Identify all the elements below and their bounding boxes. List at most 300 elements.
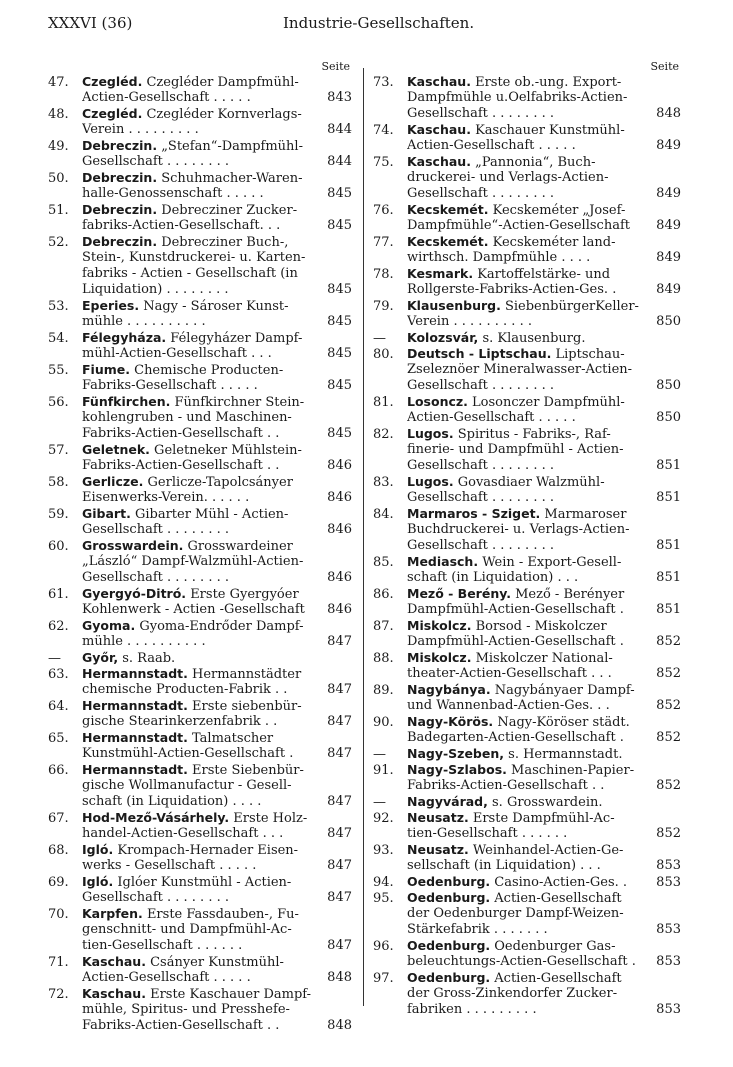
entry-text: beleuchtungs-Actien-Gesellschaft . <box>407 954 636 969</box>
entry-page: 846 <box>327 490 352 505</box>
entry-place: Debreczin. <box>82 234 158 249</box>
entry-text: Gesellschaft . . . . . . . . <box>407 106 554 121</box>
entry-page: 851 <box>656 490 681 505</box>
entry-page: 845 <box>327 186 352 201</box>
entry-text: Grosswardein. Grosswardeiner <box>82 538 293 554</box>
entry-text: Dampfmühle“-Actien-Gesellschaft <box>407 218 630 233</box>
entry-text: Gesellschaft . . . . . . . . <box>407 186 554 201</box>
entry-text: Dampfmühl-Actien-Gesellschaft . <box>407 634 624 649</box>
index-entry <box>373 842 681 874</box>
index-entry <box>373 874 681 890</box>
entry-number: 96. <box>373 939 394 954</box>
entry-number: 68. <box>48 843 69 858</box>
entry-line <box>373 954 681 970</box>
entry-page: 850 <box>656 378 681 393</box>
entry-place: Mező - Berény. <box>407 586 511 601</box>
entry-place: Miskolcz. <box>407 650 472 665</box>
entry-text: Karpfen. Erste Fassdauben-, Fu- <box>82 906 299 922</box>
entry-line <box>48 218 352 234</box>
index-entry <box>373 330 681 346</box>
entry-place: Igló. <box>82 842 114 857</box>
index-entry <box>48 810 352 842</box>
entry-line <box>48 506 352 522</box>
entry-line <box>373 426 681 442</box>
entry-line <box>48 202 352 218</box>
entry-line <box>373 90 681 106</box>
entry-text: Nagy-Körös. Nagy-Köröser städt. <box>407 714 630 730</box>
entry-line <box>48 810 352 826</box>
entry-place: Kaschau. <box>407 154 471 169</box>
entry-text: Kolozsvár, s. Klausenburg. <box>407 330 586 346</box>
entry-line <box>373 154 681 170</box>
entry-number: 75. <box>373 155 394 170</box>
entry-text: sellschaft (in Liquidation) . . . <box>407 858 601 873</box>
entry-line <box>48 682 352 698</box>
entry-line <box>48 730 352 746</box>
entry-line <box>48 1002 352 1018</box>
entry-place: Nagy-Szeben, <box>407 746 505 761</box>
entry-line <box>48 330 352 346</box>
entry-line <box>48 746 352 762</box>
entry-line <box>48 1018 352 1034</box>
entry-line <box>48 378 352 394</box>
entry-line <box>373 842 681 858</box>
entry-line <box>373 938 681 954</box>
entry-page: 847 <box>327 858 352 873</box>
entry-number: 90. <box>373 715 394 730</box>
entry-line <box>48 458 352 474</box>
entry-text: Fabriks-Gesellschaft . . . . . <box>82 378 258 393</box>
entry-text: genschnitt- und Dampfmühl-Ac- <box>82 922 292 937</box>
index-entry <box>373 890 681 938</box>
entry-text: Gesellschaft . . . . . . . . <box>407 538 554 553</box>
right-entry-list <box>373 74 681 1018</box>
index-entry <box>48 762 352 810</box>
index-entry <box>373 234 681 266</box>
entry-line <box>48 778 352 794</box>
entry-text: Kaschau. „Pannonia“, Buch- <box>407 154 596 170</box>
index-entry <box>373 714 681 746</box>
index-entry <box>48 74 352 106</box>
entry-line <box>373 218 681 234</box>
entry-place: Fünfkirchen. <box>82 394 171 409</box>
entry-text: und Wannenbad-Actien-Ges. . . <box>407 698 610 713</box>
entry-place: Neusatz. <box>407 842 469 857</box>
entry-page: 853 <box>656 954 681 969</box>
entry-number: 79. <box>373 299 394 314</box>
entry-text: Gesellschaft . . . . . . . . <box>82 570 229 585</box>
entry-page: 849 <box>656 186 681 201</box>
entry-line <box>373 122 681 138</box>
entry-line <box>48 874 352 890</box>
entry-place: Oedenburg. <box>407 874 491 889</box>
entry-text: Miskolcz. Borsod - Miskolczer <box>407 618 607 634</box>
entry-place: Czegléd. <box>82 74 143 89</box>
entry-place: Kolozsvár, <box>407 330 479 345</box>
entry-line <box>48 986 352 1002</box>
entry-line <box>48 474 352 490</box>
entry-number: 78. <box>373 267 394 282</box>
entry-line <box>373 746 681 762</box>
entry-number: 67. <box>48 811 69 826</box>
index-entry <box>48 538 352 586</box>
entry-line <box>373 410 681 426</box>
entry-page: 851 <box>656 602 681 617</box>
entry-text: Gesellschaft . . . . . . . . <box>407 490 554 505</box>
entry-page: 847 <box>327 714 352 729</box>
entry-number: 55. <box>48 363 69 378</box>
entry-number: 97. <box>373 971 394 986</box>
entry-line <box>373 810 681 826</box>
seite-label: Seite <box>321 60 350 73</box>
entry-number: 63. <box>48 667 69 682</box>
entry-text: Gesellschaft . . . . . . . . <box>82 890 229 905</box>
entry-page: 843 <box>327 90 352 105</box>
entry-text: Buchdruckerei- u. Verlags-Actien- <box>407 522 630 537</box>
entry-number: — <box>373 795 386 810</box>
entry-line <box>373 266 681 282</box>
entry-line <box>373 698 681 714</box>
entry-text: fabriks-Actien-Gesellschaft. . . <box>82 218 281 233</box>
entry-place: Neusatz. <box>407 810 469 825</box>
entry-line <box>373 778 681 794</box>
entry-line <box>48 362 352 378</box>
entry-place: Oedenburg. <box>407 938 491 953</box>
entry-line <box>373 762 681 778</box>
entry-place: Kaschau. <box>407 122 471 137</box>
entry-place: Kecskemét. <box>407 202 489 217</box>
page-title: Industrie-Gesellschaften. <box>283 14 475 32</box>
entry-line <box>48 698 352 714</box>
entry-line <box>373 458 681 474</box>
entry-text: Neusatz. Erste Dampfmühl-Ac- <box>407 810 615 826</box>
entry-place: Győr, <box>82 650 119 665</box>
entry-number: 70. <box>48 907 69 922</box>
entry-line <box>48 106 352 122</box>
entry-text: Igló. Krompach-Hernader Eisen- <box>82 842 299 858</box>
entry-text: Miskolcz. Miskolczer National- <box>407 650 613 666</box>
entry-place: Nagybánya. <box>407 682 491 697</box>
entry-line <box>48 410 352 426</box>
entry-number: 61. <box>48 587 69 602</box>
entry-line <box>48 666 352 682</box>
entry-page: 852 <box>656 730 681 745</box>
entry-number: 85. <box>373 555 394 570</box>
entry-line <box>373 730 681 746</box>
entry-place: Gyoma. <box>82 618 136 633</box>
index-entry <box>48 474 352 506</box>
entry-text: chemische Producten-Fabrik . . <box>82 682 288 697</box>
entry-number: 83. <box>373 475 394 490</box>
entry-line <box>48 138 352 154</box>
entry-text: Zseleznöer Mineralwasser-Actien- <box>407 362 633 377</box>
entry-text: Geletnek. Geletneker Mühlstein- <box>82 442 302 458</box>
entry-page: 853 <box>656 922 681 937</box>
entry-page: 847 <box>327 938 352 953</box>
entry-text: Nagy-Szlabos. Maschinen-Papier- <box>407 762 635 778</box>
entry-line <box>48 938 352 954</box>
index-entry <box>48 362 352 394</box>
entry-place: Oedenburg. <box>407 890 491 905</box>
index-entry <box>48 842 352 874</box>
index-entry <box>48 586 352 618</box>
entry-place: Kesmark. <box>407 266 474 281</box>
entry-line <box>373 474 681 490</box>
entry-number: 73. <box>373 75 394 90</box>
entry-text: Marmaros - Sziget. Marmaroser <box>407 506 627 522</box>
entry-place: Gerlicze. <box>82 474 144 489</box>
entry-text: Nagybánya. Nagybányaer Dampf- <box>407 682 635 698</box>
entry-text: Debreczin. Debrecziner Zucker- <box>82 202 298 218</box>
entry-number: 51. <box>48 203 69 218</box>
entry-number: 88. <box>373 651 394 666</box>
index-entry <box>373 74 681 122</box>
entry-place: Losoncz. <box>407 394 468 409</box>
entry-place: Hod-Mező-Vásárhely. <box>82 810 230 825</box>
entry-number: 87. <box>373 619 394 634</box>
entry-line <box>373 1002 681 1018</box>
entry-line <box>373 506 681 522</box>
entry-text: Oedenburg. Actien-Gesellschaft <box>407 970 622 986</box>
entry-line <box>48 714 352 730</box>
entry-number: 71. <box>48 955 69 970</box>
entry-line <box>48 794 352 810</box>
entry-line <box>373 522 681 538</box>
index-entry <box>48 330 352 362</box>
entry-line <box>373 74 681 90</box>
entry-page: 852 <box>656 698 681 713</box>
entry-page: 851 <box>656 570 681 585</box>
entry-text: gische Stearinkerzenfabrik . . <box>82 714 278 729</box>
entry-text: Gyergyó-Ditró. Erste Gyergyóer <box>82 586 299 602</box>
entry-page: 847 <box>327 634 352 649</box>
entry-line <box>373 890 681 906</box>
entry-line <box>48 650 352 666</box>
entry-line <box>373 346 681 362</box>
entry-place: Kaschau. <box>82 986 146 1001</box>
entry-number: — <box>373 331 386 346</box>
entry-number: 53. <box>48 299 69 314</box>
entry-place: Mediasch. <box>407 554 479 569</box>
entry-page: 848 <box>656 106 681 121</box>
right-column <box>373 60 681 1018</box>
entry-line <box>373 362 681 378</box>
entry-line <box>373 858 681 874</box>
entry-page: 850 <box>656 410 681 425</box>
index-entry <box>48 698 352 730</box>
entry-text: theater-Actien-Gesellschaft . . . <box>407 666 612 681</box>
entry-text: Kesmark. Kartoffelstärke- und <box>407 266 611 282</box>
entry-place: Gibart. <box>82 506 131 521</box>
entry-line <box>48 266 352 282</box>
entry-page: 849 <box>656 250 681 265</box>
entry-line <box>373 202 681 218</box>
entry-number: 50. <box>48 171 69 186</box>
entry-place: Deutsch - Liptschau. <box>407 346 552 361</box>
entry-page: 853 <box>656 858 681 873</box>
entry-text: Gerlicze. Gerlicze-Tapolcsányer <box>82 474 293 490</box>
entry-line <box>48 282 352 298</box>
entry-line <box>373 666 681 682</box>
entry-text: Eperies. Nagy - Sároser Kunst- <box>82 298 289 314</box>
entry-text: Kaschau. Erste Kaschauer Dampf- <box>82 986 312 1002</box>
entry-line <box>48 586 352 602</box>
entry-line <box>48 346 352 362</box>
entry-place: Debreczin. <box>82 138 158 153</box>
index-entry <box>48 442 352 474</box>
entry-page: 846 <box>327 458 352 473</box>
entry-place: Nagy-Körös. <box>407 714 494 729</box>
entry-line <box>48 250 352 266</box>
index-entry <box>48 954 352 986</box>
page-header <box>0 14 733 36</box>
entry-page: 844 <box>327 154 352 169</box>
index-entry <box>373 970 681 1018</box>
entry-line <box>48 154 352 170</box>
column-divider <box>363 68 364 1006</box>
entry-line <box>48 906 352 922</box>
entry-text: Neusatz. Weinhandel-Actien-Ge- <box>407 842 624 858</box>
index-entry <box>373 794 681 810</box>
entry-text: Actien-Gesellschaft . . . . . <box>82 970 251 985</box>
entry-text: Fabriks-Actien-Gesellschaft . . <box>82 458 280 473</box>
entry-number: 92. <box>373 811 394 826</box>
entry-line <box>373 314 681 330</box>
entry-text: handel-Actien-Gesellschaft . . . <box>82 826 284 841</box>
index-entry <box>48 298 352 330</box>
index-entry <box>48 986 352 1034</box>
entry-place: Oedenburg. <box>407 970 491 985</box>
entry-page: 852 <box>656 778 681 793</box>
entry-text: Klausenburg. SiebenbürgerKeller- <box>407 298 639 314</box>
entry-text: halle-Genossenschaft . . . . . <box>82 186 264 201</box>
entry-number: 91. <box>373 763 394 778</box>
index-entry <box>373 746 681 762</box>
entry-text: Kunstmühl-Actien-Gesellschaft . <box>82 746 294 761</box>
entry-text: Gesellschaft . . . . . . . . <box>407 458 554 473</box>
entry-page: 846 <box>327 602 352 617</box>
entry-page: 845 <box>327 218 352 233</box>
entry-number: 94. <box>373 875 394 890</box>
entry-line <box>48 186 352 202</box>
entry-text: Hermannstadt. Hermannstädter <box>82 666 302 682</box>
page-number-label: XXXVI (36) <box>48 14 133 32</box>
entry-number: 54. <box>48 331 69 346</box>
entry-number: 80. <box>373 347 394 362</box>
entry-line <box>48 890 352 906</box>
entry-line <box>373 650 681 666</box>
entry-text: Actien-Gesellschaft . . . . . <box>82 90 251 105</box>
entry-number: — <box>48 651 61 666</box>
entry-number: — <box>373 747 386 762</box>
index-entry <box>48 506 352 538</box>
entry-number: 93. <box>373 843 394 858</box>
index-entry <box>373 586 681 618</box>
entry-number: 76. <box>373 203 394 218</box>
entry-text: Félegyháza. Félegyházer Dampf- <box>82 330 303 346</box>
entry-text: wirthsch. Dampfmühle . . . . <box>407 250 591 265</box>
entry-place: Lugos. <box>407 474 454 489</box>
entry-line <box>48 394 352 410</box>
entry-place: Igló. <box>82 874 114 889</box>
entry-line <box>373 794 681 810</box>
entry-number: 95. <box>373 891 394 906</box>
entry-line <box>373 106 681 122</box>
entry-line <box>373 554 681 570</box>
entry-line <box>48 618 352 634</box>
entry-text: Czegléd. Czegléder Dampfmühl- <box>82 74 299 90</box>
entry-place: Czegléd. <box>82 106 143 121</box>
entry-text: finerie- und Dampfmühl - Actien- <box>407 442 624 457</box>
entry-text: mühl-Actien-Gesellschaft . . . <box>82 346 272 361</box>
entry-text: Debreczin. Debrecziner Buch-, <box>82 234 289 250</box>
entry-text: Igló. Iglóer Kunstmühl - Actien- <box>82 874 292 890</box>
index-entry <box>373 266 681 298</box>
entry-number: 81. <box>373 395 394 410</box>
index-entry <box>373 810 681 842</box>
entry-line <box>48 826 352 842</box>
entry-text: werks - Gesellschaft . . . . . <box>82 858 257 873</box>
entry-line <box>48 858 352 874</box>
entry-place: Gyergyó-Ditró. <box>82 586 187 601</box>
index-entry <box>373 202 681 234</box>
entry-number: 86. <box>373 587 394 602</box>
entry-number: 49. <box>48 139 69 154</box>
entry-page: 853 <box>656 875 681 890</box>
entry-page: 852 <box>656 634 681 649</box>
entry-line <box>373 570 681 586</box>
entry-page: 848 <box>327 970 352 985</box>
entry-text: Deutsch - Liptschau. Liptschau- <box>407 346 625 362</box>
entry-line <box>48 170 352 186</box>
entry-number: 59. <box>48 507 69 522</box>
entry-text: Oedenburg. Casino-Actien-Ges. . <box>407 874 628 890</box>
entry-text: mühle . . . . . . . . . . <box>82 314 206 329</box>
entry-text: Stärkefabrik . . . . . . . <box>407 922 548 937</box>
entry-text: Kecskemét. Kecskeméter „Josef- <box>407 202 626 218</box>
entry-line <box>373 282 681 298</box>
index-entry <box>373 650 681 682</box>
index-entry <box>48 650 352 666</box>
entry-number: 66. <box>48 763 69 778</box>
entry-text: „László“ Dampf-Walzmühl-Actien- <box>82 554 304 569</box>
seite-label: Seite <box>650 60 679 73</box>
entry-line <box>48 538 352 554</box>
entry-text: Gyoma. Gyoma-Endrőder Dampf- <box>82 618 304 634</box>
entry-text: Fabriks-Actien-Gesellschaft . . <box>82 1018 280 1033</box>
entry-number: 48. <box>48 107 69 122</box>
entry-line <box>373 586 681 602</box>
entry-line <box>48 122 352 138</box>
entry-text: Debreczin. „Stefan“-Dampfmühl- <box>82 138 303 154</box>
entry-page: 847 <box>327 890 352 905</box>
entry-line <box>48 442 352 458</box>
entry-text: Lugos. Govasdiaer Walzmühl- <box>407 474 605 490</box>
entry-text: Eisenwerks-Verein. . . . . . <box>82 490 250 505</box>
entry-number: 58. <box>48 475 69 490</box>
entry-page: 847 <box>327 826 352 841</box>
entry-line <box>48 90 352 106</box>
entry-number: 89. <box>373 683 394 698</box>
entry-line <box>373 906 681 922</box>
entry-text: Győr, s. Raab. <box>82 650 176 666</box>
index-entry <box>373 474 681 506</box>
entry-line <box>48 74 352 90</box>
entry-line <box>373 170 681 186</box>
entry-place: Grosswardein. <box>82 538 184 553</box>
entry-text: mühle, Spiritus- und Presshefe- <box>82 1002 290 1017</box>
entry-text: Kecskemét. Kecskeméter land- <box>407 234 616 250</box>
